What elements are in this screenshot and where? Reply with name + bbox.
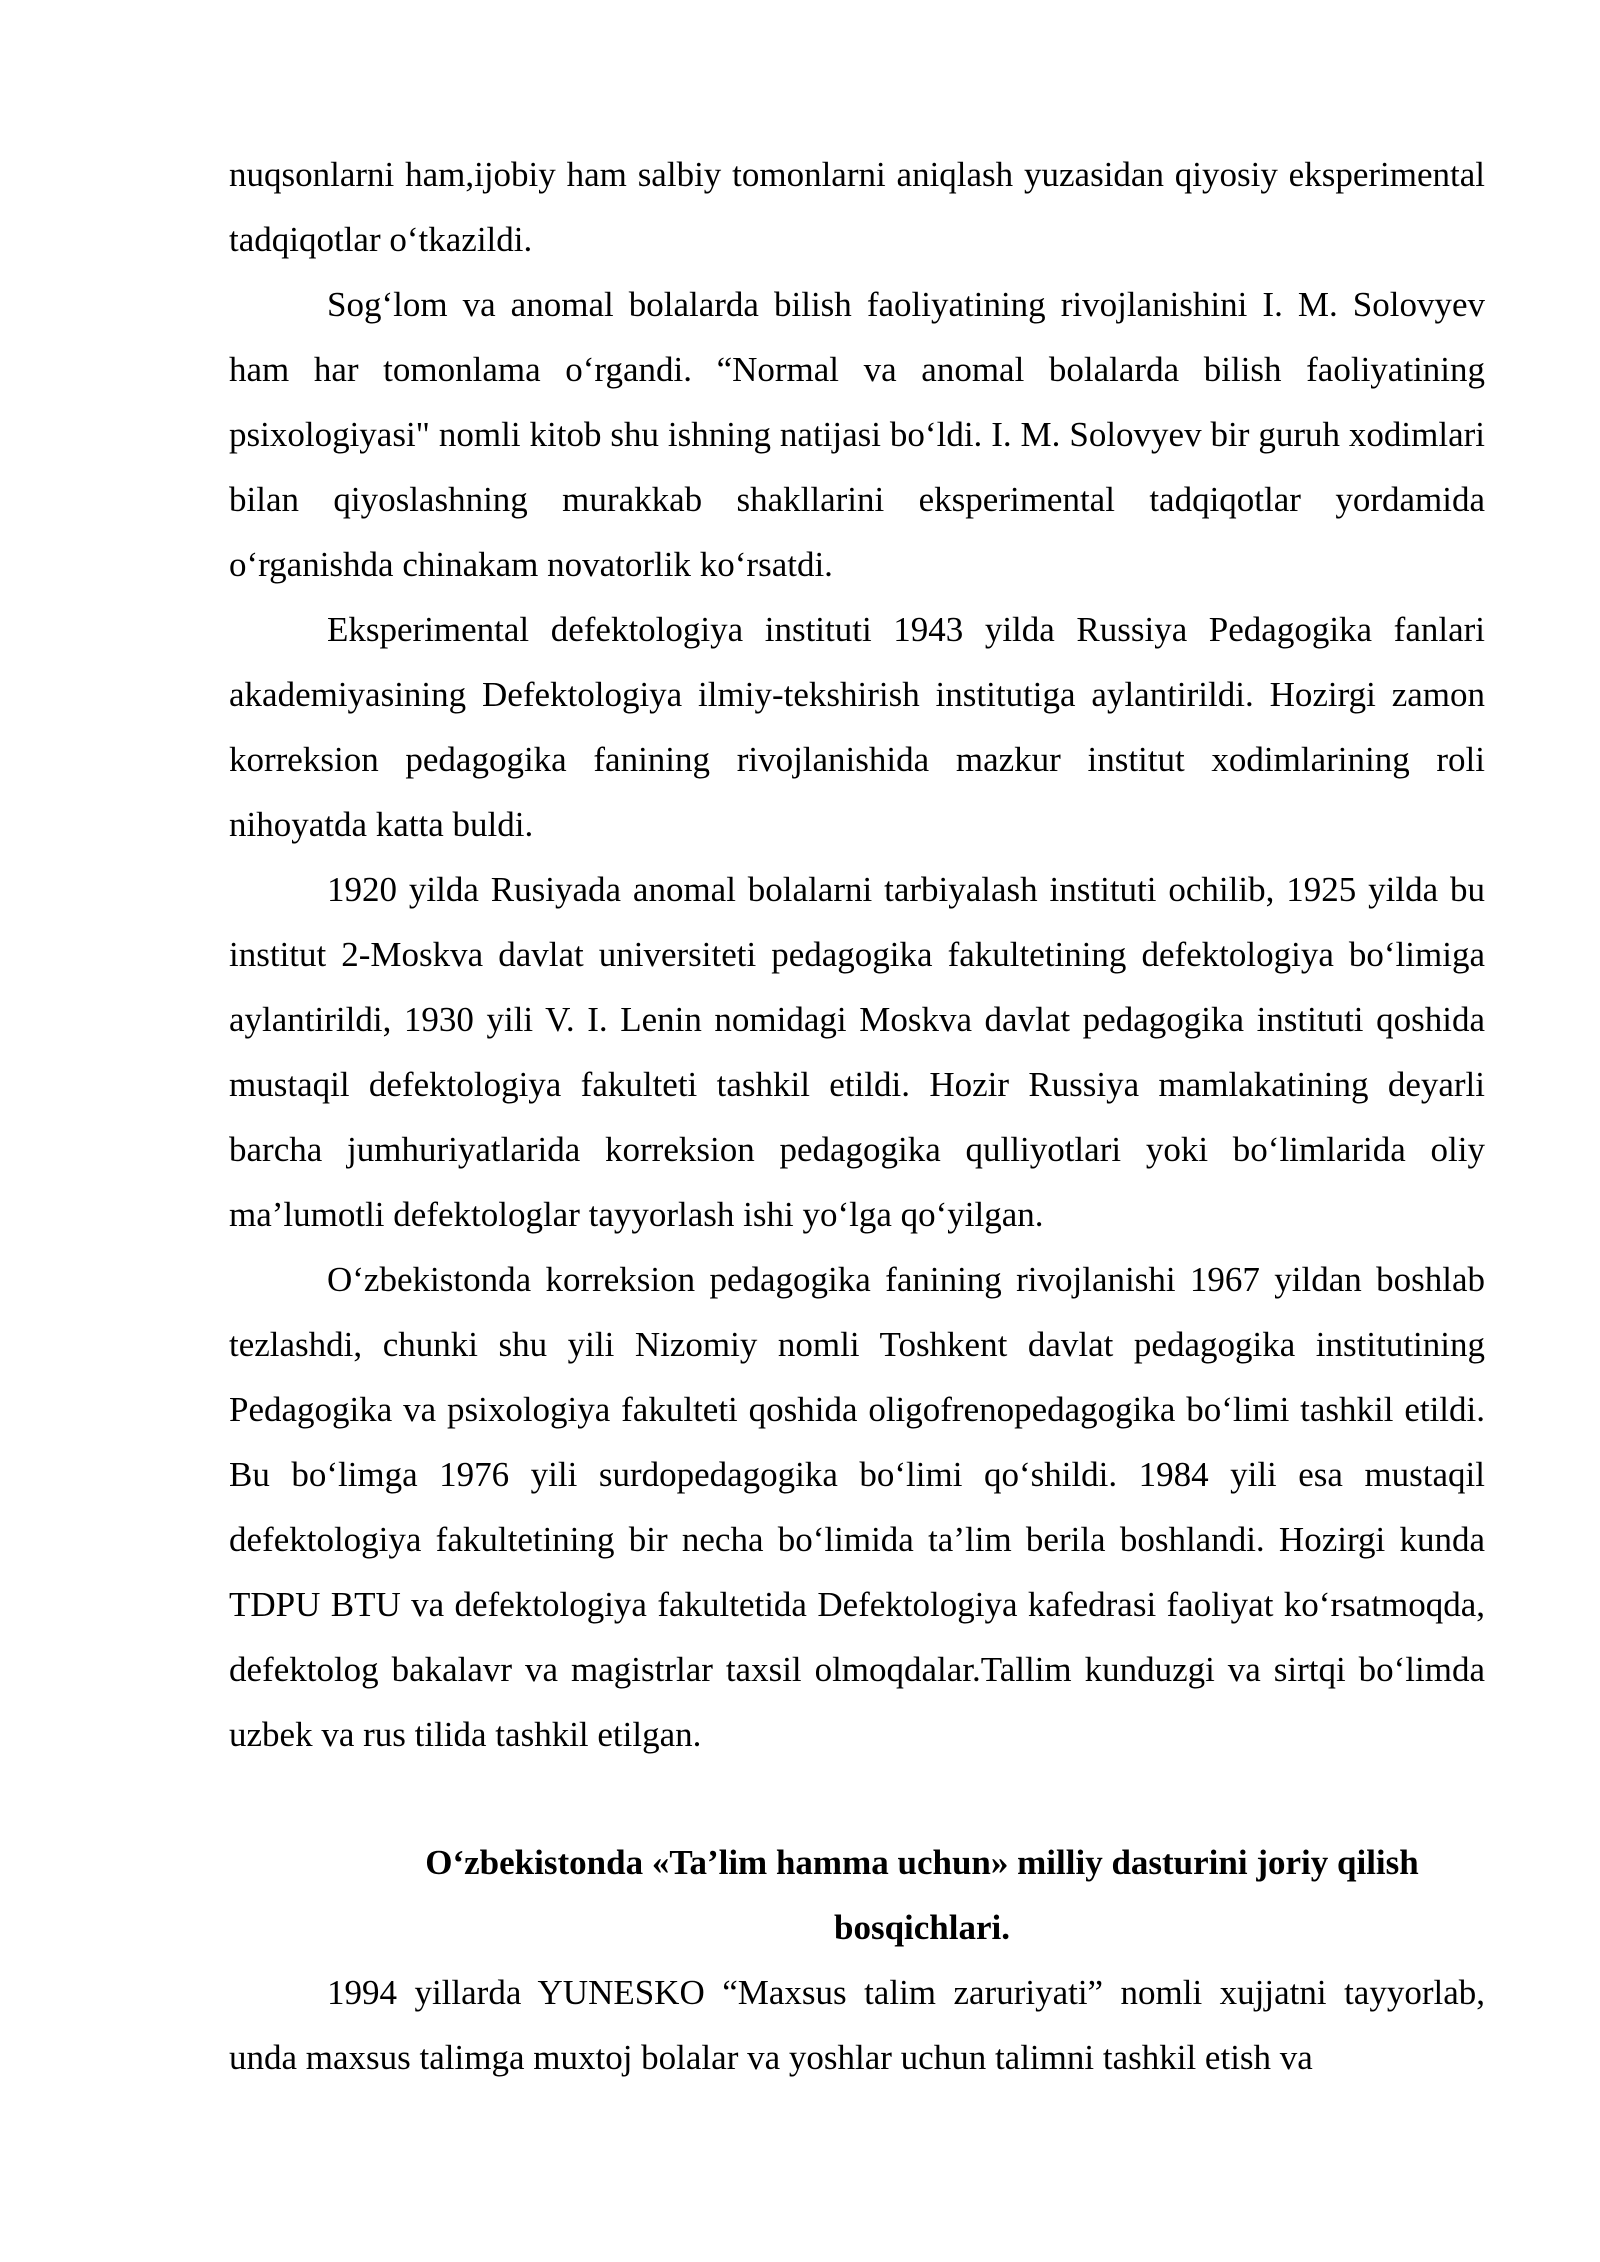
paragraph-5: O‘zbekistonda korreksion pedagogika fanining rivojlanishi 1967 yildan boshlab tezlashdi, chunki shu yili Nizomiy nomli Toshkent davlat pedagogika institutining Pedagogika va psixologiya fakulteti qoshida oligofrenopedagogika bo‘limi tashkil etildi. Bu bo‘limga 1976 yili surdopedagogika bo‘limi qo‘shildi. 1984 yili esa mustaqil defektologiya fakultetining bir necha bo‘limida ta’lim berila boshlandi. Hozirgi kunda TDPU BTU va defektologiya fakultetida Defektologiya kafedrasi faoliyat ko‘rsatmoqda, defektolog bakalavr va magistrlar taxsil olmoqdalar.Tallim kunduzgi va sirtqi bo‘limda uzbek va rus tilida tashkil etilgan. [229,1260,1485,1754]
paragraph-4: 1920 yilda Rusiyada anomal bolalarni tarbiyalash instituti ochilib, 1925 yilda bu institut 2-Moskva davlat universiteti pedagogika fakultetining defektologiya bo‘limiga aylantirildi, 1930 yili V. I. Lenin nomidagi Moskva davlat pedagogika instituti qoshida mustaqil defektologiya fakulteti tashkil etildi. Hozir Russiya mamlakatining deyarli barcha jumhuriyatlarida korreksion pedagogika qulliyotlari yoki bo‘limlarida oliy ma’lumotli defektologlar tayyorlash ishi yo‘lga qo‘yilgan. [229,870,1485,1234]
section-heading: O‘zbekistonda «Ta’lim hamma uchun» milliy dasturini joriy qilish bosqichlari. [425,1843,1419,1947]
paragraph-3: Eksperimental defektologiya instituti 1943 yilda Russiya Pedagogika fanlari akademiyasining Defektologiya ilmiy-tekshirish institutiga aylantirildi. Hozirgi zamon korreksion pedagogika fanining rivojlanishida mazkur institut xodimlarining roli nihoyatda katta buldi. [229,610,1485,844]
paragraph-6: 1994 yillarda YUNESKO “Maxsus talim zaruriyati” nomli xujjatni tayyorlab, unda maxsus talimga muxtoj bolalar va yoshlar uchun talimni tashkil etish va [229,1973,1485,2077]
paragraph-2: Sog‘lom va anomal bolalarda bilish faoliyatining rivojlanishini I. M. Solovyev ham har tomonlama o‘rgandi. “Normal va anomal bolalarda bilish faoliyatining psixologiyasi" nomli kitob shu ishning natijasi bo‘ldi. I. M. Solovyev bir guruh xodimlari bilan qiyoslashning murakkab shakllarini eksperimental tadqiqotlar yordamida o‘rganishda chinakam novatorlik ko‘rsatdi. [229,285,1485,584]
section-spacer [229,1767,1485,1830]
paragraph-1: nuqsonlarni ham,ijobiy ham salbiy tomonlarni aniqlash yuzasidan qiyosiy eksperimental tadqiqotlar o‘tkazildi. [229,155,1485,259]
document-page [229,142,1485,2090]
